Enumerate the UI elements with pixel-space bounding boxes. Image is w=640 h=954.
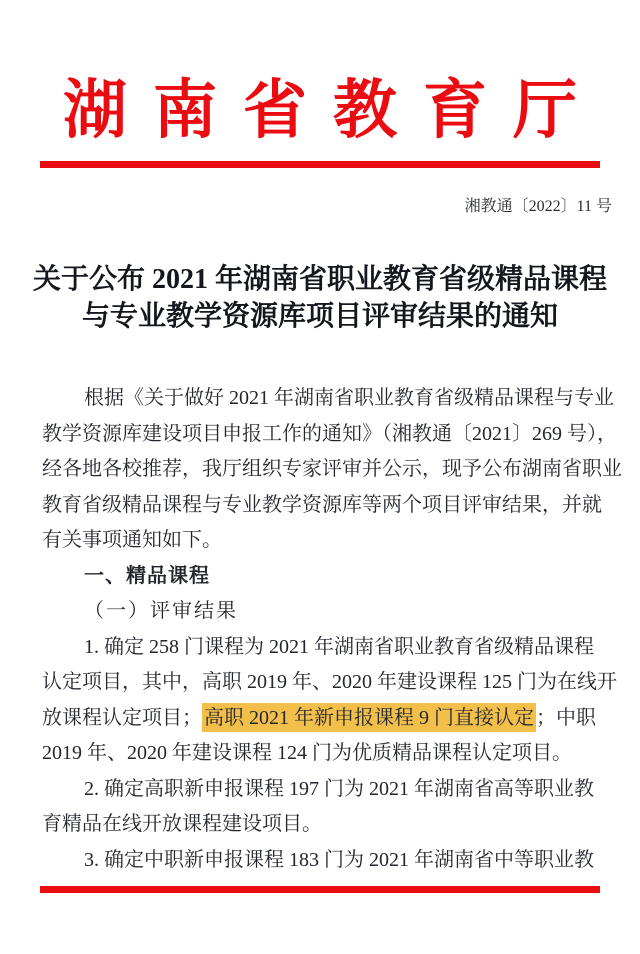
document-body: [42, 381, 622, 878]
header-divider: [40, 161, 600, 168]
paragraph-line: [42, 417, 617, 453]
org-name: 湖南省教育厅: [63, 75, 603, 146]
text-segment: 放课程认定项目；: [42, 706, 202, 729]
text-segment: 2. 确定高职新申报课程 197 门为 2021 年湖南省高等职业教: [84, 777, 594, 800]
list-item-line: [42, 665, 617, 701]
list-item-line: [42, 701, 598, 737]
text-segment: 1. 确定 258 门课程为 2021 年湖南省职业教育省级精品课程: [84, 635, 594, 658]
doc-number: 湘教通〔2022〕11 号: [464, 198, 612, 215]
text-segment: 经各地各校推荐，我厅组织专家评审并公示，现予公布湖南省职业: [42, 458, 622, 480]
text-segment: 2019 年、2020 年建设课程 124 门为优质精品课程认定项目。: [42, 742, 572, 764]
document-title: [0, 261, 640, 335]
list-item-line: [42, 630, 598, 666]
text-segment: 根据《关于做好 2021 年湖南省职业教育省级精品课程与专业: [84, 387, 614, 409]
text-segment: 认定项目，其中，高职 2019 年、2020 年建设课程 125 门为在线开: [42, 671, 617, 693]
text-segment: 有关事项通知如下。: [42, 529, 222, 551]
text-segment: 教育省级精品课程与专业教学资源库等两个项目评审结果，并就: [42, 493, 602, 516]
text-segment: 教学资源库建设项目申报工作的通知》（湘教通〔2021〕269 号），: [42, 422, 617, 445]
section-heading: [42, 559, 598, 595]
highlighted-text: 高职 2021 年新申报课程 9 门直接认定: [202, 703, 536, 732]
text-segment: 育精品在线开放课程建设项目。: [42, 813, 322, 835]
list-item-line: [42, 807, 598, 843]
title-line: 与专业教学资源库项目评审结果的通知: [81, 301, 558, 332]
subsection-heading: [42, 594, 598, 630]
text-segment: ；中职: [536, 706, 596, 729]
list-item-line: [42, 736, 598, 772]
list-item-line: [42, 843, 598, 879]
paragraph-line: [42, 488, 602, 524]
list-item-line: [42, 772, 598, 808]
paragraph-line: [42, 381, 614, 417]
paragraph-line: [42, 523, 598, 559]
text-segment: （一）评审结果: [84, 600, 238, 622]
text-segment: 3. 确定中职新申报课程 183 门为 2021 年湖南省中等职业教: [84, 848, 594, 871]
text-segment: 一、精品课程: [84, 564, 210, 587]
title-line: 关于公布 2021 年湖南省职业教育省级精品课程: [32, 264, 607, 295]
footer-divider: [40, 886, 600, 893]
paragraph-line: [42, 452, 622, 488]
